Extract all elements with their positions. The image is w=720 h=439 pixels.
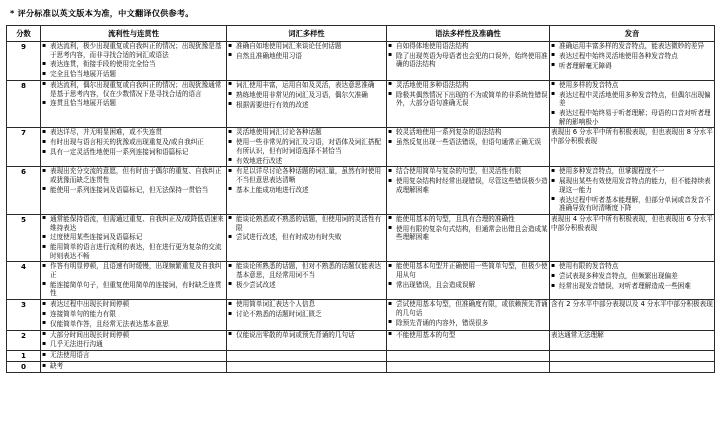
- criterion-cell-pronunciation: [550, 300, 715, 330]
- criterion-item: ▪ 表达过程中始终灵活地使用各种发音特点: [550, 52, 714, 61]
- empty-criterion: [387, 362, 549, 372]
- criterion-cell-lexical: [227, 262, 387, 300]
- band-score-cell: 4: [7, 262, 41, 300]
- criterion-cell-lexical: [227, 362, 387, 373]
- table-row: [7, 300, 715, 330]
- criterion-cell-grammar: [387, 80, 550, 128]
- criterion-item: ▪ 无法使用语言: [41, 351, 226, 360]
- criterion-list: [387, 215, 549, 242]
- criterion-item: ▪ 使用有限的发音特点: [550, 262, 714, 271]
- criterion-item: ▪ 表达过程中听者基本能理解，但部分单词或音发音不准确导致有时清晰度下降: [550, 196, 714, 213]
- criterion-item: ▪ 使用有限的复杂句式结构，但通常会出错且会造成某些理解困难: [387, 225, 549, 242]
- criterion-item: ▪ 使用多样的发音特点: [550, 81, 714, 90]
- criterion-item: ▪ 表达流利，偶尔出现重复或自我纠正的情况；出现犹豫通常是基于思考内容，仅在少数情况下是寻找合适的语言: [41, 81, 226, 98]
- criterion-cell-grammar: [387, 300, 550, 330]
- criterion-item: ▪ 展现出某些有效使用发音特点的能力，但不能持续表现这一能力: [550, 177, 714, 194]
- criterion-list: [41, 331, 226, 349]
- band-score-cell: 7: [7, 128, 41, 167]
- criterion-cell-pronunciation: [550, 80, 715, 128]
- criterion-item: ▪ 过度使用某些连接词及语篇标记: [41, 233, 226, 242]
- criterion-cell-pronunciation: [550, 42, 715, 81]
- criterion-cell-lexical: [227, 214, 387, 262]
- empty-criterion: [550, 362, 714, 372]
- criterion-item: ▪ 能使用基本的句型，且具有合理的准确性: [387, 215, 549, 224]
- criterion-list: [41, 300, 226, 328]
- criterion-cell-pronunciation: [550, 167, 715, 215]
- criterion-item: ▪ 能使用基本句型并正确使用一些简单句型，但极少使用从句: [387, 262, 549, 279]
- criterion-list: [387, 81, 549, 108]
- criterion-item: ▪ 除了出现英语为母语者也会犯的口误外，始终使用准确的语法结构: [387, 52, 549, 69]
- criterion-item: ▪ 表达连贯，衔接手段的使用完全恰当: [41, 60, 226, 69]
- table-row: [7, 128, 715, 167]
- criterion-item: ▪ 具有一定灵活性地使用一系列连接词和语篇标记: [41, 148, 226, 157]
- criterion-item: ▪ 表达过程中始终易于听者理解；母语的口音对听者理解的影响极小: [550, 109, 714, 126]
- criterion-item: ▪ 使用复杂结构时经常出现错误，尽管这些错误极少造成理解困难: [387, 177, 549, 194]
- translation-note: * 评分标准以英文版本为准，中文翻译仅供参考。: [10, 8, 194, 18]
- criterion-item: ▪ 几乎无法进行沟通: [41, 340, 226, 349]
- empty-criterion: [227, 362, 386, 372]
- criterion-item: ▪ 通常能保持语流，但需通过重复、自我纠正及/或降低语速来维持表达: [41, 215, 226, 232]
- criterion-item: ▪ 尝试使用基本句型，但准确度有限，或依赖预先背诵的几句话: [387, 300, 549, 317]
- criterion-list: [227, 167, 386, 194]
- criterion-list: [227, 81, 386, 109]
- criterion-text: 表现出 6 分水平中所有积极表现，但也表现出 8 分水平中部分积极表现: [551, 128, 713, 146]
- criterion-cell-pronunciation: [550, 214, 715, 262]
- criterion-cell-lexical: [227, 300, 387, 330]
- criterion-item: ▪ 较灵活地使用一系列复杂的语法结构: [387, 128, 549, 137]
- criterion-item: ▪ 能用简单的语言进行流利的表达，但在进行更为复杂的交流时则表达不畅: [41, 243, 226, 260]
- criterion-item: ▪ 虽然反复出现一些语法错误，但语句通常正确无误: [387, 138, 549, 147]
- criterion-item: ▪ 除极其偶然情况下出现的不为或简单的非系统性错误外，大部分语句准确无误: [387, 91, 549, 108]
- table-row: [7, 42, 715, 81]
- criterion-cell-pronunciation: [550, 362, 715, 373]
- criterion-cell-pronunciation: [550, 262, 715, 300]
- criterion-text: 含有 2 分水平中部分表现以及 4 分水平中部分积极表现: [551, 300, 713, 309]
- criterion-list: [41, 81, 226, 108]
- criterion-cell-grammar: [387, 42, 550, 81]
- table-header: [7, 26, 715, 42]
- criterion-cell-pronunciation: [550, 128, 715, 167]
- criterion-cell-lexical: [227, 167, 387, 215]
- criterion-list: [387, 300, 549, 327]
- criterion-item: ▪ 使用一些非常见的词汇及习语，对语体及词汇搭配有所认识，但有时词语选择不甚恰当: [227, 138, 386, 155]
- criterion-cell-fluency: [41, 351, 227, 362]
- criterion-item: ▪ 作答有明显停顿，且语速有时缓慢，出现频繁重复及自我纠正: [41, 262, 226, 279]
- criterion-cell-pronunciation: [550, 351, 715, 362]
- criterion-item: ▪ 有时出现与语言相关的犹豫或出现重复及/或自我纠正: [41, 138, 226, 147]
- criterion-item: ▪ 能谈论所熟悉的话题，但对不熟悉的话题仅能表达基本意思，且经常用词不当: [227, 262, 386, 279]
- table-row: [7, 330, 715, 351]
- criterion-cell-grammar: [387, 214, 550, 262]
- criterion-item: ▪ 准确运用丰富多样的发音特点，能表达微妙的差异: [550, 42, 714, 51]
- criterion-list: [227, 42, 386, 60]
- criterion-list: [550, 167, 714, 212]
- criterion-list: [387, 331, 549, 340]
- criterion-item: ▪ 准确自如地使用词汇来谈论任何话题: [227, 42, 386, 51]
- criterion-text: 表现出 4 分水平中所有积极表现，但也表现出 6 分水平中部分积极表现: [551, 214, 713, 232]
- criterion-item: ▪ 不能使用基本的句型: [387, 331, 549, 340]
- criterion-item: ▪ 基本上能成功地进行改述: [227, 186, 386, 195]
- criterion-item: ▪ 词汇使用丰富，运用自如及灵活，表达意思准确: [227, 81, 386, 90]
- criterion-cell-lexical: [227, 351, 387, 362]
- criterion-item: ▪ 能谈论熟悉或不熟悉的话题，但使用词的灵活性有限: [227, 215, 386, 232]
- criterion-list: [387, 167, 549, 194]
- criterion-item: ▪ 除预先背诵的内容外，错误很多: [387, 319, 549, 328]
- criterion-item: ▪ 讨论不熟悉的话题时词汇匮乏: [227, 310, 386, 319]
- criterion-cell-fluency: [41, 362, 227, 373]
- band-score-cell: 6: [7, 167, 41, 215]
- header-score: 分数: [7, 26, 41, 42]
- criterion-item: ▪ 表达详尽，并无明显困难，或不失连贯: [41, 128, 226, 137]
- criterion-list: [41, 42, 226, 79]
- criterion-item: ▪ 经常出现发音错误，对听者理解造成一些困难: [550, 282, 714, 291]
- criterion-item: ▪ 结合使用简单与复杂的句型，但灵活性有限: [387, 167, 549, 176]
- criterion-cell-fluency: [41, 214, 227, 262]
- criterion-cell-lexical: [227, 128, 387, 167]
- criterion-cell-grammar: [387, 330, 550, 351]
- band-score-cell: 1: [7, 351, 41, 362]
- criterion-item: ▪ 能使用一系列连接词及语篇标记，但无法保持一贯恰当: [41, 186, 226, 195]
- criterion-item: ▪ 仅能简单作答，且经常无法表达基本意思: [41, 320, 226, 329]
- criterion-list: [550, 81, 714, 126]
- criterion-item: ▪ 极少尝试改述: [227, 281, 386, 290]
- criterion-cell-grammar: [387, 128, 550, 167]
- criterion-cell-grammar: [387, 167, 550, 215]
- criterion-cell-grammar: [387, 262, 550, 300]
- criterion-item: ▪ 灵活地使用多种语法结构: [387, 81, 549, 90]
- band-score-cell: 2: [7, 330, 41, 351]
- criterion-item: ▪ 仅能说出零散的单词或预先背诵的几句话: [227, 331, 386, 340]
- criterion-item: ▪ 自然且准确地使用习语: [227, 52, 386, 61]
- criterion-text: 表达通常无法理解: [551, 330, 604, 339]
- criterion-cell-lexical: [227, 80, 387, 128]
- band-descriptors-table: [6, 25, 715, 373]
- criterion-item: ▪ 听者理解毫无障碍: [550, 62, 714, 71]
- criterion-list: [41, 215, 226, 260]
- criterion-list: [227, 300, 386, 318]
- criterion-item: ▪ 灵活地使用词汇讨论各种话题: [227, 128, 386, 137]
- criterion-item: ▪ 熟练地使用非常见的词汇及习语，偶尔欠准确: [227, 91, 386, 100]
- criterion-list: [550, 42, 714, 70]
- criterion-list: [387, 262, 549, 289]
- criterion-list: [227, 331, 386, 340]
- empty-criterion: [227, 351, 386, 361]
- table-body: [7, 42, 715, 373]
- criterion-item: ▪ 连贯且恰当地展开话题: [41, 99, 226, 108]
- header-lexical-resource: 词汇多样性: [227, 26, 387, 42]
- criterion-list: [41, 362, 226, 371]
- criterion-item: ▪ 使用简单词汇表达个人信息: [227, 300, 386, 309]
- criterion-item: ▪ 完全且恰当地展开话题: [41, 70, 226, 79]
- criterion-item: ▪ 根据需要进行有效的改述: [227, 101, 386, 110]
- criterion-item: ▪ 自如得体地使用语法结构: [387, 42, 549, 51]
- criterion-list: [41, 128, 226, 156]
- table-row: [7, 80, 715, 128]
- header-fluency-coherence: 流利性与连贯性: [41, 26, 227, 42]
- table-row: [7, 362, 715, 373]
- criterion-cell-fluency: [41, 300, 227, 330]
- criterion-cell-pronunciation: [550, 330, 715, 351]
- criterion-cell-fluency: [41, 330, 227, 351]
- criterion-list: [41, 262, 226, 298]
- table-row: [7, 262, 715, 300]
- criterion-item: ▪ 大部分时间出现长时间停顿: [41, 331, 226, 340]
- header-row: [7, 26, 715, 42]
- criterion-list: [387, 42, 549, 69]
- band-score-cell: 9: [7, 42, 41, 81]
- criterion-list: [41, 351, 226, 360]
- header-pronunciation: 发音: [550, 26, 715, 42]
- criterion-list: [227, 128, 386, 165]
- criterion-item: ▪ 缺考: [41, 362, 226, 371]
- table-row: [7, 214, 715, 262]
- criterion-item: ▪ 表达过程中出现长时间停顿: [41, 300, 226, 309]
- criterion-item: ▪ 能连接简单句子，但重复使用简单的连接词，有时缺乏连贯性: [41, 281, 226, 298]
- criterion-item: ▪ 尝试表现多种发音特点，但频繁出现偏差: [550, 272, 714, 281]
- criterion-list: [387, 128, 549, 146]
- criterion-item: ▪ 尝试进行改述，但有时成功有时失败: [227, 233, 386, 242]
- criterion-list: [550, 262, 714, 290]
- empty-criterion: [550, 351, 714, 361]
- band-score-cell: 3: [7, 300, 41, 330]
- criterion-cell-fluency: [41, 167, 227, 215]
- criterion-cell-grammar: [387, 351, 550, 362]
- criterion-cell-fluency: [41, 80, 227, 128]
- criterion-item: ▪ 表达过程中灵活地使用多种发音特点，但偶尔出现偏差: [550, 91, 714, 108]
- criterion-item: ▪ 连接简单句的能力有限: [41, 310, 226, 319]
- criterion-cell-fluency: [41, 128, 227, 167]
- criterion-list: [227, 215, 386, 242]
- criterion-list: [41, 167, 226, 194]
- criterion-cell-lexical: [227, 330, 387, 351]
- band-score-cell: 0: [7, 362, 41, 373]
- criterion-list: [227, 262, 386, 289]
- criterion-item: ▪ 有足以详尽讨论各种话题的词汇量，虽然有时使用不当但意思表达清晰: [227, 167, 386, 184]
- criterion-item: ▪ 使用多种发音特点，但掌握程度不一: [550, 167, 714, 176]
- band-score-cell: 8: [7, 80, 41, 128]
- criterion-cell-fluency: [41, 262, 227, 300]
- table-row: [7, 167, 715, 215]
- band-score-cell: 5: [7, 214, 41, 262]
- criterion-item: ▪ 表达流利，极少出现重复或自我纠正的情况；出现犹豫是基于思考内容，而非寻找合适的词汇或语法: [41, 42, 226, 59]
- criterion-cell-grammar: [387, 362, 550, 373]
- table-row: [7, 351, 715, 362]
- criterion-item: ▪ 表现出充分交流的意愿，但有时由于偶尔的重复、自我纠正或犹豫而缺乏连贯性: [41, 167, 226, 184]
- header-grammatical-range-accuracy: 语法多样性及准确性: [387, 26, 550, 42]
- criterion-cell-lexical: [227, 42, 387, 81]
- empty-criterion: [387, 351, 549, 361]
- criterion-cell-fluency: [41, 42, 227, 81]
- criterion-item: ▪ 常出现错误，且会造成误解: [387, 281, 549, 290]
- criterion-item: ▪ 有效地进行改述: [227, 157, 386, 166]
